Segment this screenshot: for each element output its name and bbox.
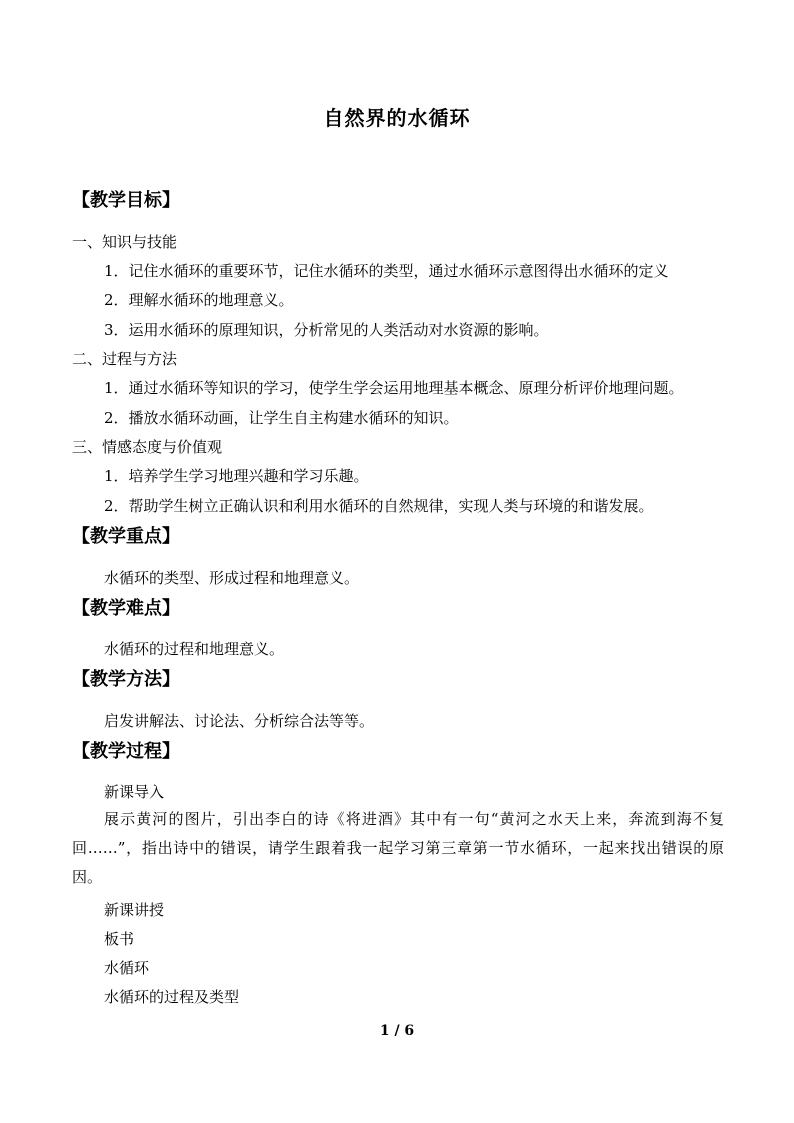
page-number: 1 / 6 [379,1023,415,1039]
heading-objectives: 【教学目标】 [72,190,180,211]
process-lecture-label: 新课讲授 [104,901,165,919]
process-board-label: 板书 [104,930,135,948]
board-item: 水循环 [104,959,150,977]
key-points-text: 水循环的类型、形成过程和地理意义。 [104,569,360,587]
section-knowledge-skills: 一、知识与技能 [72,233,178,251]
objective-item: 2．理解水循环的地理意义。 [104,291,294,309]
objective-item: 2．播放水循环动画，让学生自主构建水循环的知识。 [104,409,459,427]
process-intro-label: 新课导入 [104,783,165,801]
document-title: 自然界的水循环 [323,106,471,130]
objective-item: 1．记住水循环的重要环节，记住水循环的类型，通过水循环示意图得出水循环的定义 [104,262,669,280]
section-process-methods: 二、过程与方法 [72,350,178,368]
section-attitudes-values: 三、情感态度与价值观 [72,438,223,456]
heading-process: 【教学过程】 [72,741,180,762]
heading-methods: 【教学方法】 [72,669,180,690]
objective-item: 1．通过水循环等知识的学习，使学生学会运用地理基本概念、原理分析评价地理问题。 [104,379,684,397]
objective-item: 2．帮助学生树立正确认识和利用水循环的自然规律，实现人类与环境的和谐发展。 [104,497,654,515]
difficulties-text: 水循环的过程和地理意义。 [104,640,285,658]
objective-item: 1．培养学生学习地理兴趣和学习乐趣。 [104,467,369,485]
objective-item: 3．运用水循环的原理知识，分析常见的人类活动对水资源的影响。 [104,321,549,339]
board-item: 水循环的过程及类型 [104,988,240,1006]
heading-key-points: 【教学重点】 [72,526,180,547]
methods-text: 启发讲解法、讨论法、分析综合法等等。 [104,712,375,730]
process-intro-paragraph: 展示黄河的图片，引出李白的诗《将进酒》其中有一句“黄河之水天上来，奔流到海不复回……”，指出诗中的错误，请学生跟着我一起学习第三章第一节水循环，一起来找出错误的原因。 [72,810,724,886]
heading-difficulties: 【教学难点】 [72,598,180,619]
